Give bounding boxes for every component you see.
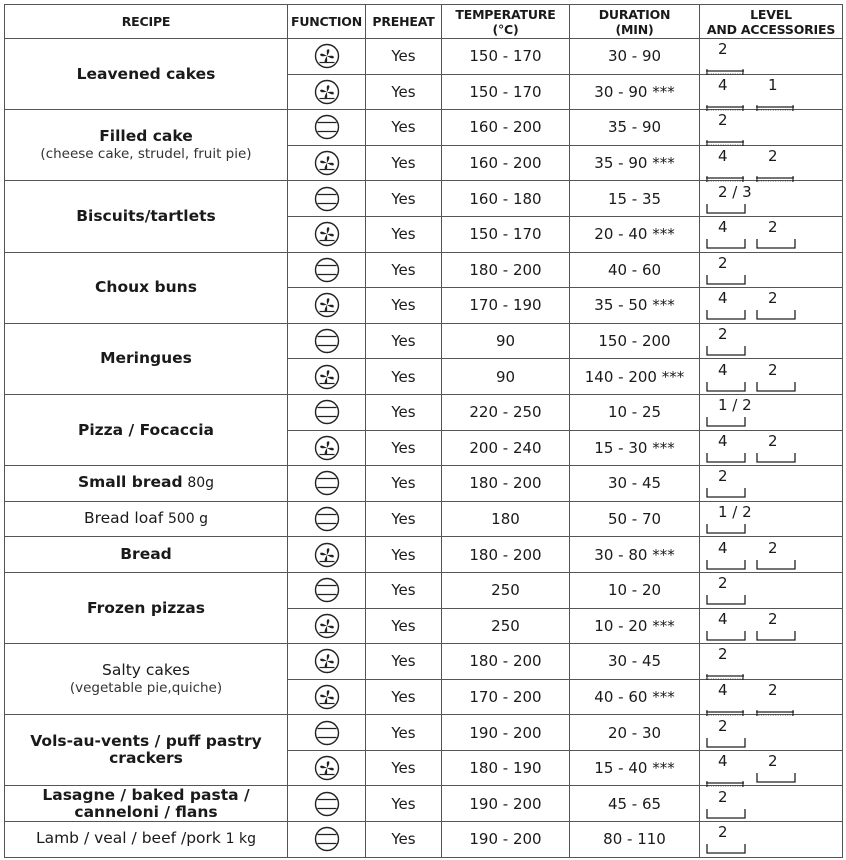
- header-row: [5, 5, 843, 39]
- function-cell: [288, 145, 366, 181]
- level-cell: [700, 608, 843, 644]
- static-heat-icon: [314, 399, 340, 425]
- preheat-cell: Yes: [366, 252, 442, 288]
- header-preheat: PREHEAT: [366, 5, 442, 39]
- recipe-weight: 500 g: [167, 511, 209, 528]
- function-cell: [288, 644, 366, 680]
- fan-icon: [314, 542, 340, 568]
- duration-cell: 10 - 25: [570, 394, 700, 430]
- duration-cell: 30 - 90: [570, 39, 700, 75]
- duration-cell: 10 - 20: [570, 572, 700, 608]
- preheat-cell: Yes: [366, 145, 442, 181]
- shelf-level: 4: [718, 218, 728, 237]
- static-heat-icon: [314, 470, 340, 496]
- temperature-cell: 200 - 240: [442, 430, 570, 466]
- level-cell: [700, 252, 843, 288]
- baking-tray-icon: [706, 416, 746, 428]
- baking-tray-icon: [706, 808, 746, 820]
- duration-cell: 45 - 65: [570, 786, 700, 822]
- shelf-level: 4: [718, 431, 728, 450]
- recipe-table: [4, 4, 843, 858]
- duration-cell: 80 - 110: [570, 822, 700, 858]
- recipe-name: Pizza / Focaccia: [77, 420, 215, 439]
- recipe-name: Bread: [120, 545, 172, 564]
- shelf-level: 2: [718, 645, 728, 664]
- level-cell: [700, 145, 843, 181]
- shelf-level: 2: [768, 609, 778, 628]
- header-duration: DURATION (MIN): [570, 5, 700, 39]
- recipe-name: Lasagne / baked pasta / canneloni / flans: [42, 785, 250, 821]
- table-row: [5, 715, 843, 751]
- level-cell: [700, 288, 843, 324]
- shelf-level: 2: [768, 289, 778, 308]
- preheat-cell: Yes: [366, 466, 442, 502]
- temperature-cell: 170 - 190: [442, 288, 570, 324]
- recipe-name: Small bread: [77, 473, 183, 492]
- shelf-level: 4: [718, 538, 728, 557]
- shelf-level: 2: [768, 680, 778, 699]
- temperature-cell: 190 - 200: [442, 786, 570, 822]
- recipe-weight: 80g: [187, 475, 215, 492]
- recipe-cell: [5, 822, 288, 858]
- temperature-cell: 180 - 190: [442, 750, 570, 786]
- table-row: [5, 822, 843, 858]
- level-cell: [700, 822, 843, 858]
- recipe-name: Choux buns: [95, 278, 197, 297]
- temperature-cell: 250: [442, 608, 570, 644]
- duration-cell: 30 - 45: [570, 644, 700, 680]
- duration-cell: 30 - 45: [570, 466, 700, 502]
- preheat-cell: Yes: [366, 786, 442, 822]
- header-recipe: RECIPE: [5, 5, 288, 39]
- function-cell: [288, 466, 366, 502]
- temperature-cell: 170 - 200: [442, 679, 570, 715]
- table-row: [5, 466, 843, 502]
- shelf-level: 2: [718, 111, 728, 130]
- drip-pan-icon: [756, 309, 796, 321]
- recipe-cell: [5, 181, 288, 252]
- duration-cell: 15 - 35: [570, 181, 700, 217]
- fan-icon: [314, 435, 340, 461]
- function-cell: [288, 74, 366, 110]
- preheat-cell: Yes: [366, 74, 442, 110]
- header-temperature: TEMPERATURE (°C): [442, 5, 570, 39]
- preheat-cell: Yes: [366, 39, 442, 75]
- preheat-cell: Yes: [366, 181, 442, 217]
- duration-cell: 150 - 200: [570, 323, 700, 359]
- fan-icon: [314, 364, 340, 390]
- recipe-name: Bread loaf: [83, 509, 164, 528]
- temperature-cell: 150 - 170: [442, 39, 570, 75]
- baking-tray-icon: [706, 274, 746, 286]
- baking-tray-icon: [706, 559, 746, 571]
- shelf-level: 1: [768, 75, 778, 94]
- table-row: [5, 501, 843, 537]
- preheat-cell: Yes: [366, 359, 442, 395]
- function-cell: [288, 822, 366, 858]
- preheat-cell: Yes: [366, 216, 442, 252]
- header-level: LEVEL AND ACCESSORIES: [700, 5, 843, 39]
- duration-cell: 35 - 90 ***: [570, 145, 700, 181]
- table-row: [5, 644, 843, 680]
- baking-tray-icon: [706, 737, 746, 749]
- shelf-level: 4: [718, 360, 728, 379]
- drip-pan-icon: [756, 238, 796, 250]
- duration-cell: 35 - 50 ***: [570, 288, 700, 324]
- level-cell: [700, 715, 843, 751]
- temperature-cell: 180 - 200: [442, 466, 570, 502]
- duration-cell: 10 - 20 ***: [570, 608, 700, 644]
- static-heat-icon: [314, 257, 340, 283]
- fan-icon: [314, 684, 340, 710]
- temperature-cell: 160 - 200: [442, 145, 570, 181]
- static-heat-icon: [314, 577, 340, 603]
- function-cell: [288, 394, 366, 430]
- table-row: [5, 572, 843, 608]
- duration-cell: 15 - 40 ***: [570, 750, 700, 786]
- recipe-description: (vegetable pie,quiche): [69, 679, 223, 696]
- shelf-level: 2: [718, 716, 728, 735]
- preheat-cell: Yes: [366, 430, 442, 466]
- preheat-cell: Yes: [366, 288, 442, 324]
- duration-cell: 140 - 200 ***: [570, 359, 700, 395]
- level-cell: [700, 39, 843, 75]
- function-cell: [288, 39, 366, 75]
- shelf-level: 2: [718, 467, 728, 486]
- function-cell: [288, 288, 366, 324]
- shelf-level: 4: [718, 609, 728, 628]
- fan-icon: [314, 79, 340, 105]
- shelf-level: 2: [718, 253, 728, 272]
- shelf-level: 4: [718, 289, 728, 308]
- level-cell: [700, 74, 843, 110]
- preheat-cell: Yes: [366, 394, 442, 430]
- level-cell: [700, 644, 843, 680]
- recipe-cell: [5, 644, 288, 715]
- duration-cell: 30 - 80 ***: [570, 537, 700, 573]
- temperature-cell: 180 - 200: [442, 537, 570, 573]
- recipe-name: Biscuits/tartlets: [76, 206, 216, 225]
- static-heat-icon: [314, 826, 340, 852]
- level-cell: [700, 572, 843, 608]
- fan-icon: [314, 150, 340, 176]
- recipe-cell: [5, 501, 288, 537]
- level-cell: [700, 466, 843, 502]
- duration-cell: 35 - 90: [570, 110, 700, 146]
- table-row: [5, 181, 843, 217]
- preheat-cell: Yes: [366, 323, 442, 359]
- shelf-level: 2: [768, 147, 778, 166]
- recipe-cell: [5, 715, 288, 786]
- temperature-cell: 150 - 170: [442, 74, 570, 110]
- recipe-cell: [5, 110, 288, 181]
- function-cell: [288, 572, 366, 608]
- baking-tray-icon: [706, 630, 746, 642]
- table-row: [5, 39, 843, 75]
- shelf-level: 2: [768, 431, 778, 450]
- recipe-name: Leavened cakes: [76, 64, 216, 83]
- shelf-level: 2: [768, 538, 778, 557]
- recipe-cell: [5, 394, 288, 465]
- recipe-cell: [5, 252, 288, 323]
- recipe-description: (cheese cake, strudel, fruit pie): [40, 145, 252, 162]
- level-cell: [700, 323, 843, 359]
- preheat-cell: Yes: [366, 608, 442, 644]
- level-cell: [700, 359, 843, 395]
- baking-tray-icon: [706, 487, 746, 499]
- shelf-level: 2: [718, 40, 728, 59]
- duration-cell: 15 - 30 ***: [570, 430, 700, 466]
- baking-tray-icon: [706, 345, 746, 357]
- recipe-cell: [5, 786, 288, 822]
- preheat-cell: Yes: [366, 572, 442, 608]
- function-cell: [288, 359, 366, 395]
- function-cell: [288, 501, 366, 537]
- recipe-name: Lamb / veal / beef /pork: [35, 829, 221, 848]
- temperature-cell: 90: [442, 323, 570, 359]
- function-cell: [288, 537, 366, 573]
- function-cell: [288, 679, 366, 715]
- shelf-level: 1 / 2: [718, 396, 752, 415]
- recipe-cell: [5, 572, 288, 643]
- drip-pan-icon: [756, 452, 796, 464]
- preheat-cell: Yes: [366, 644, 442, 680]
- duration-cell: 40 - 60 ***: [570, 679, 700, 715]
- function-cell: [288, 216, 366, 252]
- static-heat-icon: [314, 720, 340, 746]
- function-cell: [288, 252, 366, 288]
- function-cell: [288, 430, 366, 466]
- function-cell: [288, 323, 366, 359]
- table-row: [5, 252, 843, 288]
- table-row: [5, 537, 843, 573]
- preheat-cell: Yes: [366, 822, 442, 858]
- baking-tray-icon: [706, 381, 746, 393]
- level-cell: [700, 216, 843, 252]
- temperature-cell: 90: [442, 359, 570, 395]
- shelf-level: 2: [718, 574, 728, 593]
- recipe-name: Meringues: [100, 349, 192, 368]
- shelf-level: 2: [768, 752, 778, 771]
- shelf-level: 2 / 3: [718, 182, 752, 201]
- preheat-cell: Yes: [366, 537, 442, 573]
- shelf-level: 2: [768, 360, 778, 379]
- preheat-cell: Yes: [366, 715, 442, 751]
- duration-cell: 20 - 30: [570, 715, 700, 751]
- level-cell: [700, 537, 843, 573]
- static-heat-icon: [314, 328, 340, 354]
- static-heat-icon: [314, 506, 340, 532]
- function-cell: [288, 786, 366, 822]
- shelf-level: 4: [718, 752, 728, 771]
- static-heat-icon: [314, 114, 340, 140]
- recipe-cell: [5, 39, 288, 110]
- temperature-cell: 250: [442, 572, 570, 608]
- temperature-cell: 160 - 180: [442, 181, 570, 217]
- header-function: FUNCTION: [288, 5, 366, 39]
- shelf-level: 2: [718, 787, 728, 806]
- recipe-cell: [5, 537, 288, 573]
- recipe-cell: [5, 323, 288, 394]
- shelf-level: 2: [718, 325, 728, 344]
- fan-icon: [314, 221, 340, 247]
- duration-cell: 30 - 90 ***: [570, 74, 700, 110]
- preheat-cell: Yes: [366, 679, 442, 715]
- drip-pan-icon: [756, 559, 796, 571]
- fan-icon: [314, 613, 340, 639]
- static-heat-icon: [314, 186, 340, 212]
- function-cell: [288, 750, 366, 786]
- temperature-cell: 160 - 200: [442, 110, 570, 146]
- preheat-cell: Yes: [366, 110, 442, 146]
- baking-tray-icon: [706, 238, 746, 250]
- level-cell: [700, 394, 843, 430]
- level-cell: [700, 430, 843, 466]
- shelf-level: 4: [718, 75, 728, 94]
- temperature-cell: 190 - 200: [442, 715, 570, 751]
- level-cell: [700, 501, 843, 537]
- fan-icon: [314, 43, 340, 69]
- drip-pan-icon: [756, 772, 796, 784]
- baking-tray-icon: [706, 452, 746, 464]
- shelf-level: 1 / 2: [718, 503, 752, 522]
- shelf-level: 2: [768, 218, 778, 237]
- level-cell: [700, 786, 843, 822]
- preheat-cell: Yes: [366, 750, 442, 786]
- function-cell: [288, 181, 366, 217]
- level-cell: [700, 750, 843, 786]
- baking-tray-icon: [706, 594, 746, 606]
- baking-tray-icon: [706, 309, 746, 321]
- function-cell: [288, 608, 366, 644]
- temperature-cell: 180: [442, 501, 570, 537]
- duration-cell: 40 - 60: [570, 252, 700, 288]
- duration-cell: 50 - 70: [570, 501, 700, 537]
- shelf-level: 2: [718, 823, 728, 842]
- recipe-name: Filled cake: [99, 126, 193, 145]
- preheat-cell: Yes: [366, 501, 442, 537]
- baking-tray-icon: [706, 843, 746, 855]
- temperature-cell: 190 - 200: [442, 822, 570, 858]
- table-row: [5, 786, 843, 822]
- shelf-level: 4: [718, 147, 728, 166]
- fan-icon: [314, 648, 340, 674]
- recipe-name: Frozen pizzas: [87, 598, 205, 617]
- duration-cell: 20 - 40 ***: [570, 216, 700, 252]
- temperature-cell: 180 - 200: [442, 252, 570, 288]
- temperature-cell: 180 - 200: [442, 644, 570, 680]
- baking-tray-icon: [706, 523, 746, 535]
- level-cell: [700, 181, 843, 217]
- level-cell: [700, 110, 843, 146]
- table-row: [5, 323, 843, 359]
- fan-icon: [314, 755, 340, 781]
- recipe-weight: 1 kg: [225, 831, 257, 848]
- temperature-cell: 220 - 250: [442, 394, 570, 430]
- recipe-name: Salty cakes: [102, 660, 190, 679]
- accessory: [706, 841, 746, 859]
- recipe-name: Vols-au-vents / puff pastry crackers: [30, 732, 262, 768]
- recipe-cell: [5, 466, 288, 502]
- static-heat-icon: [314, 791, 340, 817]
- table-row: [5, 394, 843, 430]
- function-cell: [288, 715, 366, 751]
- temperature-cell: 150 - 170: [442, 216, 570, 252]
- function-cell: [288, 110, 366, 146]
- drip-pan-icon: [756, 630, 796, 642]
- fan-icon: [314, 292, 340, 318]
- baking-tray-icon: [706, 203, 746, 215]
- level-cell: [700, 679, 843, 715]
- table-row: [5, 110, 843, 146]
- drip-pan-icon: [756, 381, 796, 393]
- shelf-level: 4: [718, 680, 728, 699]
